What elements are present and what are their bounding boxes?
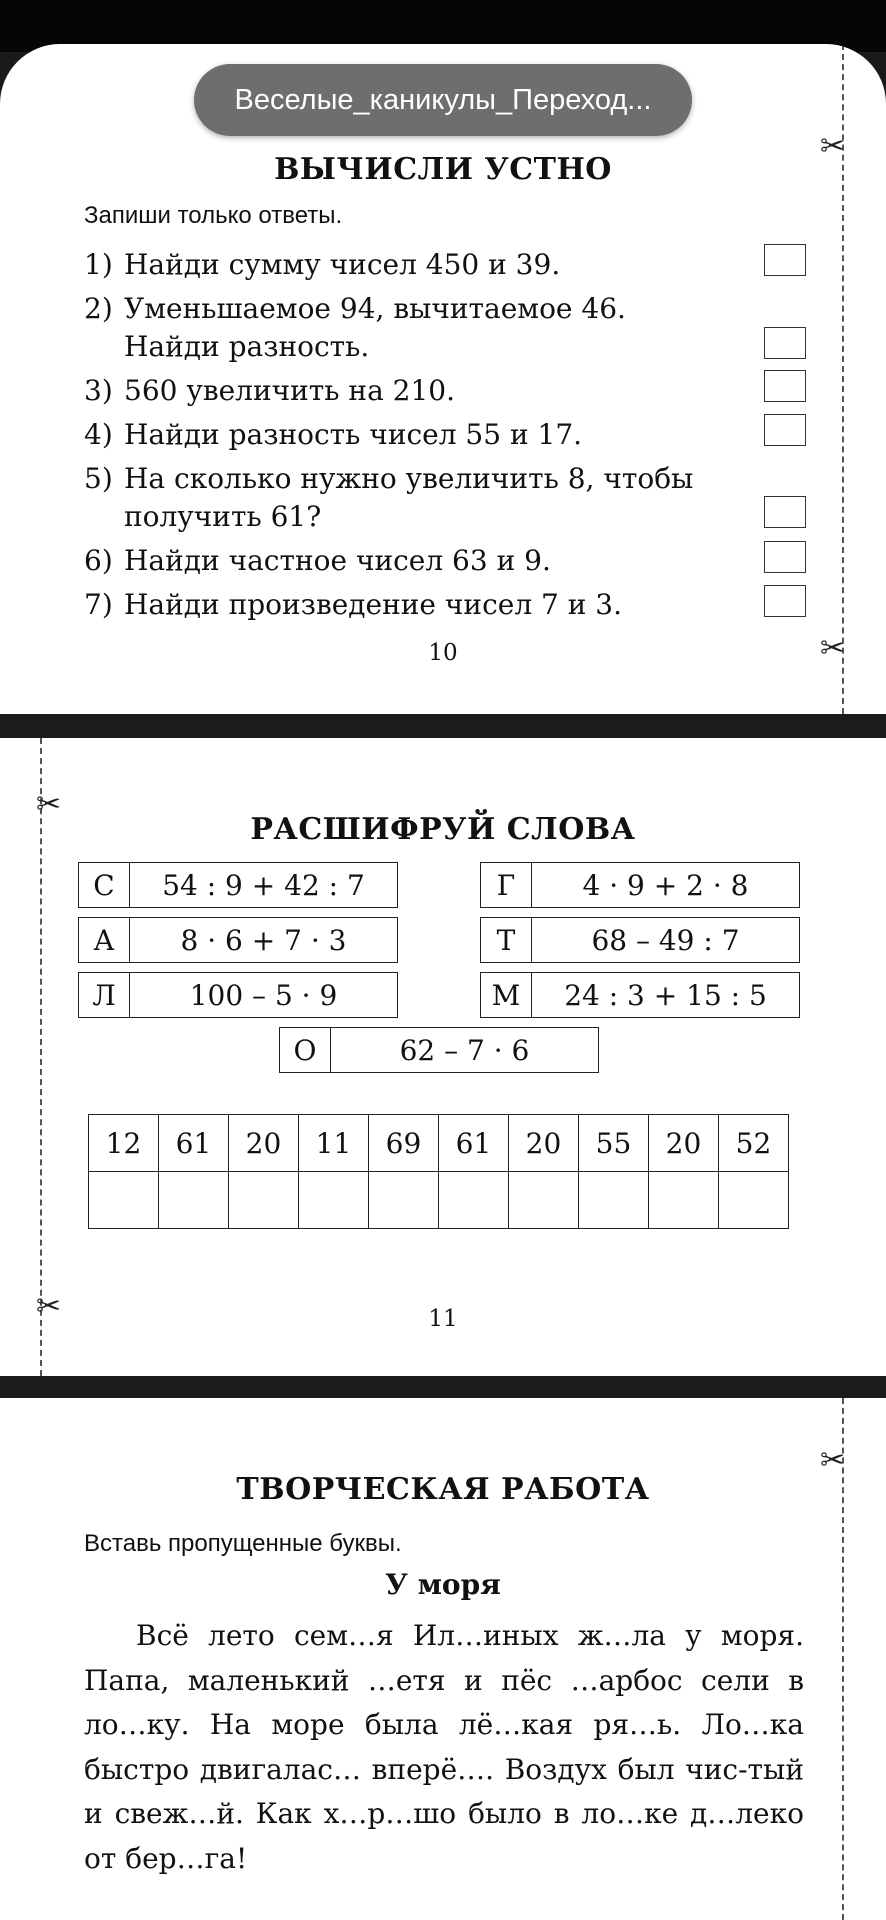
cipher-cell: 20 (509, 1115, 579, 1172)
cipher-cell: 61 (439, 1115, 509, 1172)
answer-cell[interactable] (159, 1172, 229, 1229)
cipher-table (88, 1114, 789, 1229)
section-title: ВЫЧИСЛИ УСТНО (274, 152, 612, 187)
answer-cell[interactable] (89, 1172, 159, 1229)
page-12 (0, 1398, 886, 1920)
file-title-pill[interactable] (194, 64, 692, 136)
code-card-s: С 54 : 9 + 42 : 7 (78, 862, 398, 908)
scissors-icon: ✂ (36, 787, 62, 822)
code-card-t: Т 68 – 49 : 7 (480, 917, 800, 963)
story-title: У моря (385, 1568, 501, 1601)
answer-cell[interactable] (229, 1172, 299, 1229)
answer-cell[interactable] (509, 1172, 579, 1229)
answer-cell[interactable] (299, 1172, 369, 1229)
page-separator (0, 714, 886, 738)
cipher-cell: 61 (159, 1115, 229, 1172)
section-title: РАСШИФРУЙ СЛОВА (250, 812, 636, 847)
page-number: 11 (428, 1306, 458, 1332)
cipher-cell: 11 (299, 1115, 369, 1172)
scissors-icon: ✂ (820, 631, 846, 666)
cipher-cell: 12 (89, 1115, 159, 1172)
page-10 (0, 44, 886, 714)
task-4: 4) Найди разность чисел 55 и 17. (84, 418, 583, 451)
task-1: 1) Найди сумму чисел 450 и 39. (84, 248, 561, 281)
story-text: Всё лето сем…я Ил…иных ж…ла у моря. Папа, маленький …етя и пёс …арбос сели в ло…ку. На море была лё…кая ря…ь. Ло…ка быстро двигалас… вперё…. Воздух был чис-тый и свеж…й. Как х…р…шо было в ло…ке д…леко от бер…га! (84, 1619, 804, 1875)
code-card-m: М 24 : 3 + 15 : 5 (480, 972, 800, 1018)
scissors-icon: ✂ (36, 1289, 62, 1324)
answer-cell[interactable] (579, 1172, 649, 1229)
answer-cell[interactable] (649, 1172, 719, 1229)
cipher-cell: 20 (649, 1115, 719, 1172)
cipher-cell: 55 (579, 1115, 649, 1172)
answer-box[interactable] (764, 370, 806, 402)
answer-cell[interactable] (369, 1172, 439, 1229)
answer-box[interactable] (764, 585, 806, 617)
instruction: Вставь пропущенные буквы. (84, 1530, 402, 1557)
code-card-l: Л 100 – 5 · 9 (78, 972, 398, 1018)
cipher-cell: 20 (229, 1115, 299, 1172)
task-3: 3) 560 увеличить на 210. (84, 374, 456, 407)
task-7: 7) Найди произведение чисел 7 и 3. (84, 588, 622, 621)
instruction: Запиши только ответы. (84, 202, 343, 229)
code-card-a: А 8 · 6 + 7 · 3 (78, 917, 398, 963)
code-card-g: Г 4 · 9 + 2 · 8 (480, 862, 800, 908)
task-5: 5) На сколько нужно увеличить 8, чтобы получить 61? (84, 462, 694, 533)
task-2: 2) Уменьшаемое 94, вычитаемое 46. Найди разность. (84, 292, 626, 363)
answer-box[interactable] (764, 327, 806, 359)
cipher-cell: 52 (719, 1115, 789, 1172)
page-11 (0, 738, 886, 1376)
section-title: ТВОРЧЕСКАЯ РАБОТА (236, 1472, 650, 1507)
scissors-icon: ✂ (820, 129, 846, 164)
code-card-o: О 62 – 7 · 6 (279, 1027, 599, 1073)
task-6: 6) Найди частное чисел 63 и 9. (84, 544, 551, 577)
answer-cell[interactable] (439, 1172, 509, 1229)
answer-box[interactable] (764, 541, 806, 573)
answer-box[interactable] (764, 414, 806, 446)
page-separator (0, 1376, 886, 1400)
cipher-cell: 69 (369, 1115, 439, 1172)
scissors-icon: ✂ (820, 1443, 846, 1478)
page-number: 10 (428, 640, 458, 666)
answer-box[interactable] (764, 496, 806, 528)
answer-cell[interactable] (719, 1172, 789, 1229)
file-title: Веселые_каникулы_Переход... (234, 83, 652, 116)
answer-box[interactable] (764, 244, 806, 276)
